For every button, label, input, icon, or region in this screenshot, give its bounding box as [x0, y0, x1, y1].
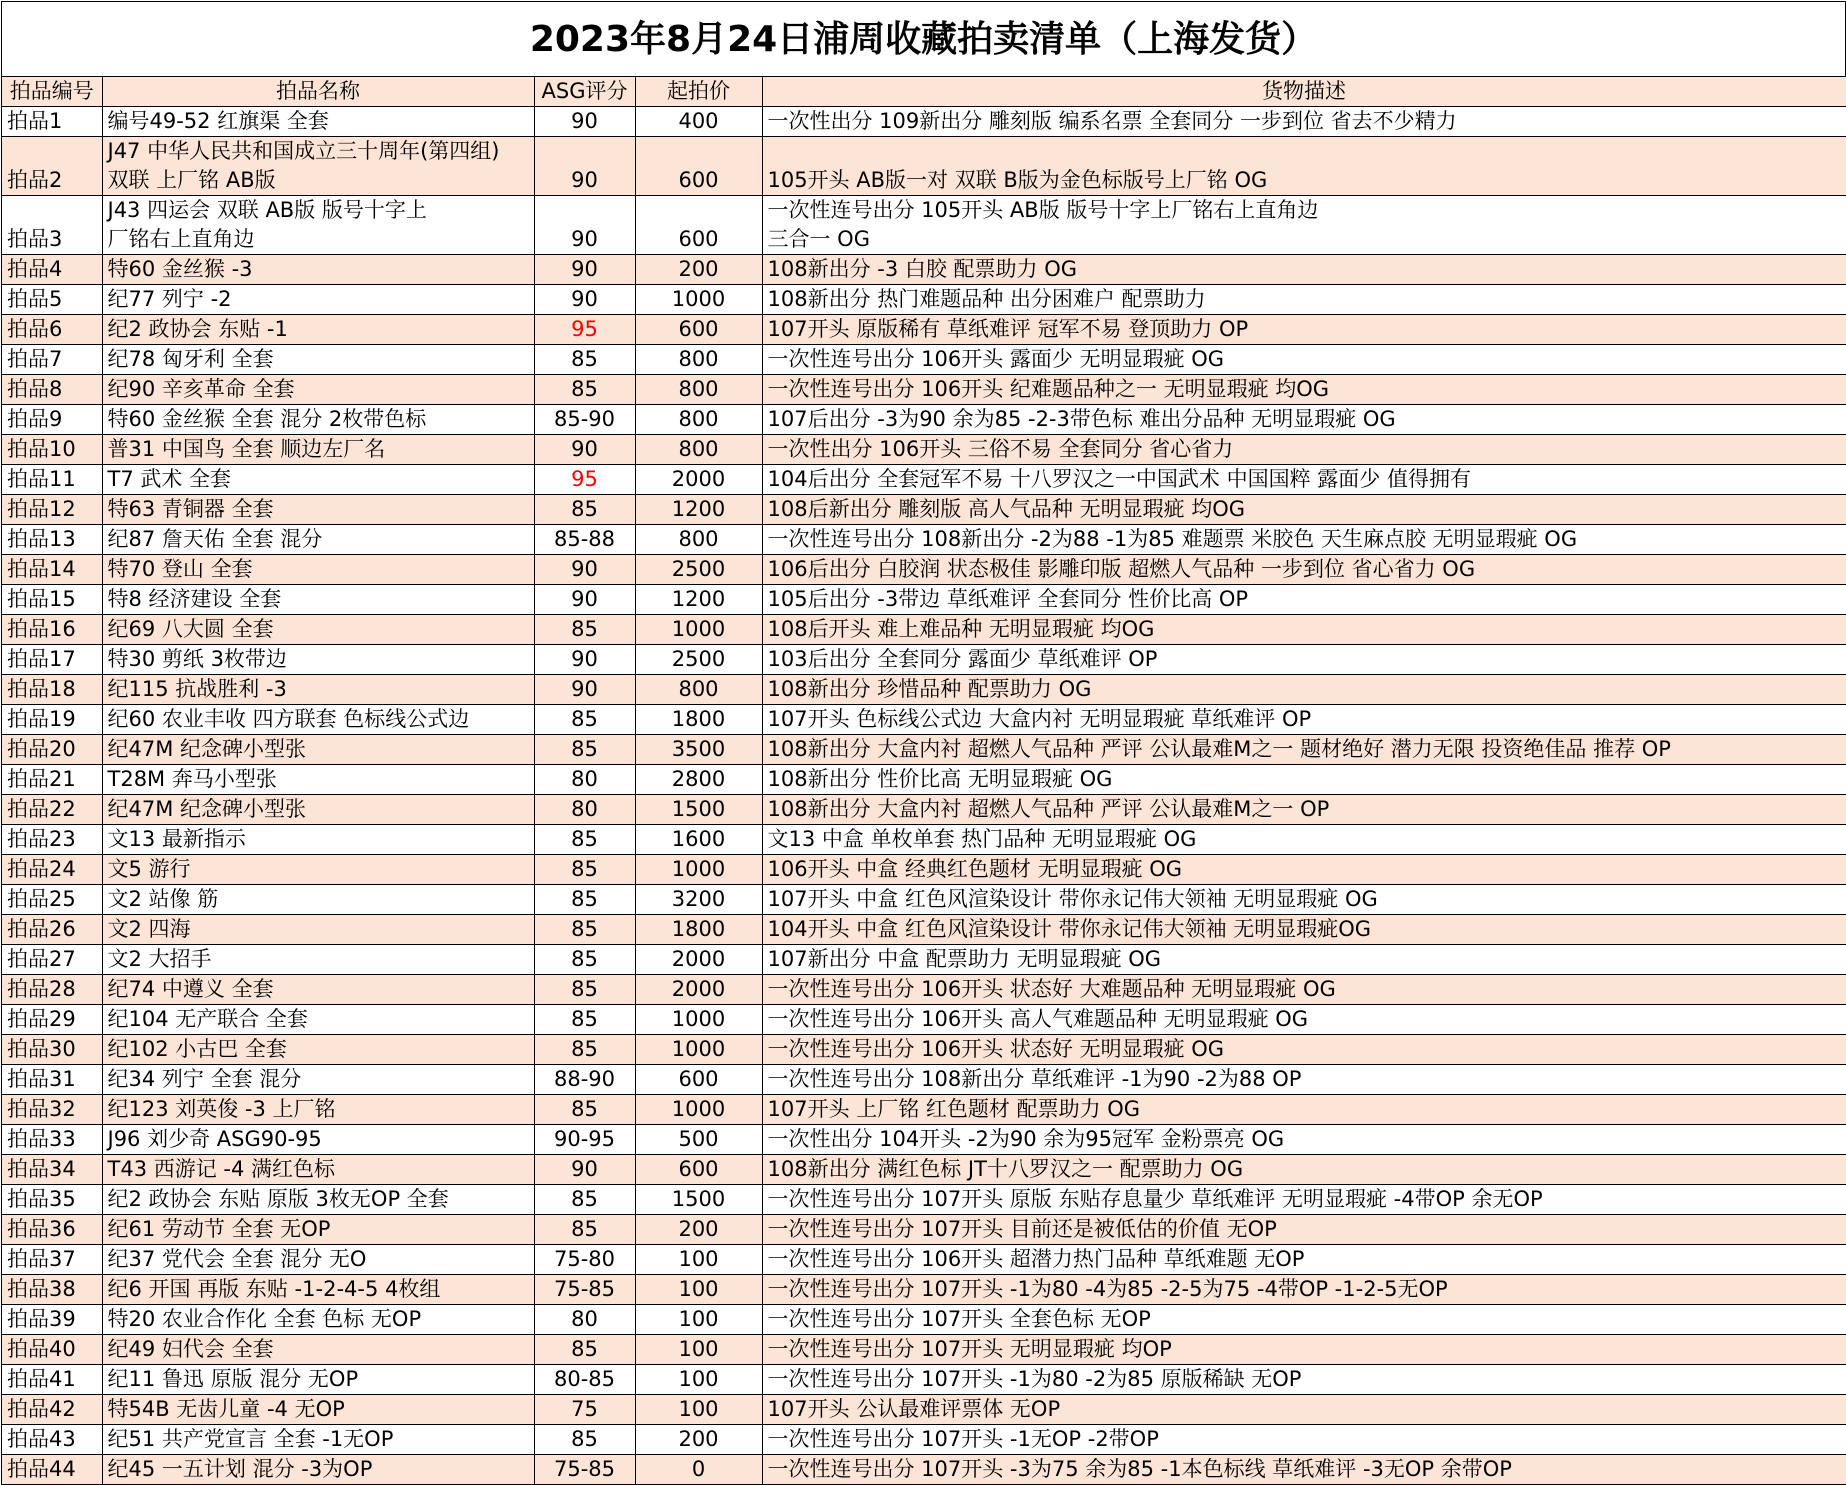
lot-id-cell: 拍品9: [2, 405, 102, 435]
table-row: [2, 1005, 1846, 1035]
description-cell: 一次性连号出分 106开头 高人气难题品种 无明显瑕疵 OG: [762, 1005, 1846, 1035]
table-row: [2, 765, 1846, 795]
lot-id-cell: 拍品28: [2, 975, 102, 1005]
header-cell-id: 拍品编号: [2, 77, 102, 107]
asg-score-cell: 90: [534, 585, 635, 615]
table-row: [2, 1065, 1846, 1095]
table-row: [2, 675, 1846, 705]
description-cell: 一次性出分 109新出分 雕刻版 编系名票 全套同分 一步到位 省去不少精力: [762, 107, 1846, 137]
start-price-cell: 100: [635, 1335, 762, 1365]
asg-score-cell: 85: [534, 825, 635, 855]
table-row: [2, 1425, 1846, 1455]
start-price-cell: 1800: [635, 705, 762, 735]
lot-name-cell: 文2 大招手: [102, 945, 534, 975]
lot-name-cell: T43 西游记 -4 满红色标: [102, 1155, 534, 1185]
lot-id-cell: 拍品22: [2, 795, 102, 825]
start-price-cell: 0: [635, 1455, 762, 1485]
lot-id-cell: 拍品43: [2, 1425, 102, 1455]
table-row: [2, 495, 1846, 525]
table-row: [2, 107, 1846, 137]
lot-id-cell: 拍品38: [2, 1275, 102, 1305]
table-row: [2, 1095, 1846, 1125]
asg-score-cell: 90: [534, 137, 635, 196]
lot-id-cell: 拍品2: [2, 137, 102, 196]
asg-score-cell: 85: [534, 975, 635, 1005]
table-row: [2, 1455, 1846, 1485]
asg-score-cell: 95: [534, 465, 635, 495]
lot-id-cell: 拍品7: [2, 345, 102, 375]
lot-id-cell: 拍品32: [2, 1095, 102, 1125]
lot-id-cell: 拍品24: [2, 855, 102, 885]
table-row: [2, 1185, 1846, 1215]
table-row: [2, 1395, 1846, 1425]
description-cell: 一次性出分 106开头 三俗不易 全套同分 省心省力: [762, 435, 1846, 465]
asg-score-cell: 85: [534, 885, 635, 915]
lot-id-cell: 拍品4: [2, 255, 102, 285]
lot-name-cell: T7 武术 全套: [102, 465, 534, 495]
asg-score-cell: 85: [534, 1095, 635, 1125]
table-row: [2, 435, 1846, 465]
lot-id-cell: 拍品11: [2, 465, 102, 495]
table-row: [2, 1365, 1846, 1395]
lot-name-cell: 纪78 匈牙利 全套: [102, 345, 534, 375]
lot-id-cell: 拍品6: [2, 315, 102, 345]
lot-name-cell: 纪104 无产联合 全套: [102, 1005, 534, 1035]
lot-name-cell: 特70 登山 全套: [102, 555, 534, 585]
lot-name-cell: 纪2 政协会 东贴 -1: [102, 315, 534, 345]
description-cell: 一次性连号出分 106开头 状态好 无明显瑕疵 OG: [762, 1035, 1846, 1065]
start-price-cell: 2000: [635, 465, 762, 495]
lot-id-cell: 拍品1: [2, 107, 102, 137]
table-row: [2, 1245, 1846, 1275]
description-cell: 105后出分 -3带边 草纸难评 全套同分 性价比高 OP: [762, 585, 1846, 615]
description-cell: 一次性连号出分 107开头 -1为80 -2为85 原版稀缺 无OP: [762, 1365, 1846, 1395]
lot-name-cell: 纪2 政协会 东贴 原版 3枚无OP 全套: [102, 1185, 534, 1215]
asg-score-cell: 90-95: [534, 1125, 635, 1155]
lot-id-cell: 拍品30: [2, 1035, 102, 1065]
table-row: [2, 885, 1846, 915]
start-price-cell: 800: [635, 675, 762, 705]
table-row: [2, 525, 1846, 555]
lot-name-cell: 纪11 鲁迅 原版 混分 无OP: [102, 1365, 534, 1395]
asg-score-cell: 85: [534, 495, 635, 525]
header-cell-price: 起拍价: [635, 77, 762, 107]
lot-name-cell: 纪90 辛亥革命 全套: [102, 375, 534, 405]
lot-name-cell: 纪47M 纪念碑小型张: [102, 735, 534, 765]
lot-id-cell: 拍品41: [2, 1365, 102, 1395]
asg-score-cell: 85: [534, 915, 635, 945]
lot-id-cell: 拍品31: [2, 1065, 102, 1095]
asg-score-cell: 85: [534, 1425, 635, 1455]
asg-score-cell: 88-90: [534, 1065, 635, 1095]
table-row: [2, 855, 1846, 885]
lot-name-cell: J47 中华人民共和国成立三十周年(第四组) 双联 上厂铭 AB版: [102, 137, 534, 196]
lot-id-cell: 拍品17: [2, 645, 102, 675]
lot-name-cell: 特54B 无齿儿童 -4 无OP: [102, 1395, 534, 1425]
table-row: [2, 465, 1846, 495]
table-row: [2, 945, 1846, 975]
lot-name-cell: 纪51 共产党宣言 全套 -1无OP: [102, 1425, 534, 1455]
lot-name-cell: 纪6 开国 再版 东贴 -1-2-4-5 4枚组: [102, 1275, 534, 1305]
lot-name-cell: 纪49 妇代会 全套: [102, 1335, 534, 1365]
start-price-cell: 600: [635, 137, 762, 196]
description-cell: 108新出分 性价比高 无明显瑕疵 OG: [762, 765, 1846, 795]
table-row: [2, 1035, 1846, 1065]
asg-score-cell: 85: [534, 705, 635, 735]
table-row: [2, 1125, 1846, 1155]
table-row: [2, 795, 1846, 825]
lot-name-cell: 特8 经济建设 全套: [102, 585, 534, 615]
start-price-cell: 200: [635, 1425, 762, 1455]
lot-id-cell: 拍品34: [2, 1155, 102, 1185]
table-row: [2, 315, 1846, 345]
start-price-cell: 2500: [635, 555, 762, 585]
table-row: [2, 375, 1846, 405]
description-cell: 一次性连号出分 107开头 全套色标 无OP: [762, 1305, 1846, 1335]
asg-score-cell: 85-90: [534, 405, 635, 435]
lot-id-cell: 拍品3: [2, 196, 102, 255]
asg-score-cell: 85: [534, 615, 635, 645]
lot-id-cell: 拍品8: [2, 375, 102, 405]
asg-score-cell: 80-85: [534, 1365, 635, 1395]
description-cell: 一次性连号出分 107开头 -1为80 -4为85 -2-5为75 -4带OP -1-2-5无OP: [762, 1275, 1846, 1305]
asg-score-cell: 80: [534, 795, 635, 825]
start-price-cell: 100: [635, 1365, 762, 1395]
description-cell: 107新出分 中盒 配票助力 无明显瑕疵 OG: [762, 945, 1846, 975]
description-cell: 108后新出分 雕刻版 高人气品种 无明显瑕疵 均OG: [762, 495, 1846, 525]
start-price-cell: 500: [635, 1125, 762, 1155]
lot-id-cell: 拍品23: [2, 825, 102, 855]
description-cell: 文13 中盒 单枚单套 热门品种 无明显瑕疵 OG: [762, 825, 1846, 855]
table-row: [2, 1305, 1846, 1335]
asg-score-cell: 85: [534, 735, 635, 765]
table-row: [2, 285, 1846, 315]
lot-name-cell: 纪45 一五计划 混分 -3为OP: [102, 1455, 534, 1485]
lot-name-cell: 文2 四海: [102, 915, 534, 945]
description-cell: 一次性连号出分 105开头 AB版 版号十字上厂铭右上直角边 三合一 OG: [762, 196, 1846, 255]
table-row: [2, 975, 1846, 1005]
start-price-cell: 2500: [635, 645, 762, 675]
description-cell: 103后出分 全套同分 露面少 草纸难评 OP: [762, 645, 1846, 675]
description-cell: 一次性连号出分 106开头 状态好 大难题品种 无明显瑕疵 OG: [762, 975, 1846, 1005]
description-cell: 108新出分 满红色标 JT十八罗汉之一 配票助力 OG: [762, 1155, 1846, 1185]
table-row: [2, 255, 1846, 285]
lot-id-cell: 拍品27: [2, 945, 102, 975]
asg-score-cell: 90: [534, 196, 635, 255]
start-price-cell: 1000: [635, 1005, 762, 1035]
lot-id-cell: 拍品35: [2, 1185, 102, 1215]
lot-id-cell: 拍品42: [2, 1395, 102, 1425]
start-price-cell: 1000: [635, 855, 762, 885]
description-cell: 一次性连号出分 108新出分 草纸难评 -1为90 -2为88 OP: [762, 1065, 1846, 1095]
lot-name-cell: 文5 游行: [102, 855, 534, 885]
description-cell: 104后出分 全套冠军不易 十八罗汉之一中国武术 中国国粹 露面少 值得拥有: [762, 465, 1846, 495]
lot-name-cell: 纪47M 纪念碑小型张: [102, 795, 534, 825]
asg-score-cell: 75-85: [534, 1275, 635, 1305]
lot-name-cell: 文2 站像 筋: [102, 885, 534, 915]
header-cell-name: 拍品名称: [102, 77, 534, 107]
header-cell-desc: 货物描述: [762, 77, 1846, 107]
start-price-cell: 100: [635, 1245, 762, 1275]
start-price-cell: 800: [635, 405, 762, 435]
description-cell: 一次性连号出分 107开头 原版 东贴存息量少 草纸难评 无明显瑕疵 -4带OP 余无OP: [762, 1185, 1846, 1215]
table-row: [2, 915, 1846, 945]
lot-id-cell: 拍品36: [2, 1215, 102, 1245]
lot-name-cell: 特60 金丝猴 -3: [102, 255, 534, 285]
start-price-cell: 3500: [635, 735, 762, 765]
lot-name-cell: 纪61 劳动节 全套 无OP: [102, 1215, 534, 1245]
description-cell: 107开头 公认最难评票体 无OP: [762, 1395, 1846, 1425]
start-price-cell: 2000: [635, 975, 762, 1005]
lot-id-cell: 拍品12: [2, 495, 102, 525]
table-row: [2, 1275, 1846, 1305]
description-cell: 105开头 AB版一对 双联 B版为金色标版号上厂铭 OG: [762, 137, 1846, 196]
lot-name-cell: 特60 金丝猴 全套 混分 2枚带色标: [102, 405, 534, 435]
description-cell: 一次性出分 104开头 -2为90 余为95冠军 金粉票亮 OG: [762, 1125, 1846, 1155]
asg-score-cell: 75-80: [534, 1245, 635, 1275]
table-row: [2, 345, 1846, 375]
start-price-cell: 200: [635, 1215, 762, 1245]
lot-name-cell: 纪74 中遵义 全套: [102, 975, 534, 1005]
description-cell: 108新出分 大盒内衬 超燃人气品种 严评 公认最难M之一 OP: [762, 795, 1846, 825]
lot-id-cell: 拍品21: [2, 765, 102, 795]
asg-score-cell: 75: [534, 1395, 635, 1425]
lot-name-cell: 特63 青铜器 全套: [102, 495, 534, 525]
lot-id-cell: 拍品5: [2, 285, 102, 315]
asg-score-cell: 90: [534, 255, 635, 285]
lot-id-cell: 拍品26: [2, 915, 102, 945]
description-cell: 107开头 原版稀有 草纸难评 冠军不易 登顶助力 OP: [762, 315, 1846, 345]
asg-score-cell: 90: [534, 285, 635, 315]
lot-name-cell: 普31 中国鸟 全套 顺边左厂名: [102, 435, 534, 465]
page-title: 2023年8月24日浦周收藏拍卖清单（上海发货）: [2, 2, 1846, 77]
table-row: [2, 825, 1846, 855]
lot-name-cell: 特20 农业合作化 全套 色标 无OP: [102, 1305, 534, 1335]
description-cell: 107后出分 -3为90 余为85 -2-3带色标 难出分品种 无明显瑕疵 OG: [762, 405, 1846, 435]
lot-id-cell: 拍品18: [2, 675, 102, 705]
lot-name-cell: 编号49-52 红旗渠 全套: [102, 107, 534, 137]
asg-score-cell: 85: [534, 1005, 635, 1035]
table-row: [2, 1155, 1846, 1185]
description-cell: 107开头 上厂铭 红色题材 配票助力 OG: [762, 1095, 1846, 1125]
start-price-cell: 2000: [635, 945, 762, 975]
description-cell: 108新出分 -3 白胶 配票助力 OG: [762, 255, 1846, 285]
description-cell: 108新出分 珍惜品种 配票助力 OG: [762, 675, 1846, 705]
start-price-cell: 1200: [635, 495, 762, 525]
asg-score-cell: 85: [534, 1185, 635, 1215]
description-cell: 一次性连号出分 106开头 露面少 无明显瑕疵 OG: [762, 345, 1846, 375]
table-row: [2, 645, 1846, 675]
lot-id-cell: 拍品33: [2, 1125, 102, 1155]
asg-score-cell: 90: [534, 675, 635, 705]
start-price-cell: 600: [635, 1155, 762, 1185]
table-row: [2, 705, 1846, 735]
table-row: [2, 555, 1846, 585]
lot-name-cell: 纪34 列宁 全套 混分: [102, 1065, 534, 1095]
description-cell: 一次性连号出分 106开头 纪难题品种之一 无明显瑕疵 均OG: [762, 375, 1846, 405]
lot-id-cell: 拍品44: [2, 1455, 102, 1485]
asg-score-cell: 90: [534, 645, 635, 675]
lot-id-cell: 拍品10: [2, 435, 102, 465]
asg-score-cell: 80: [534, 1305, 635, 1335]
start-price-cell: 200: [635, 255, 762, 285]
lot-id-cell: 拍品20: [2, 735, 102, 765]
description-cell: 106开头 中盒 经典红色题材 无明显瑕疵 OG: [762, 855, 1846, 885]
start-price-cell: 1500: [635, 1185, 762, 1215]
start-price-cell: 1000: [635, 1095, 762, 1125]
description-cell: 107开头 色标线公式边 大盒内衬 无明显瑕疵 草纸难评 OP: [762, 705, 1846, 735]
asg-score-cell: 90: [534, 555, 635, 585]
start-price-cell: 800: [635, 525, 762, 555]
lot-name-cell: J43 四运会 双联 AB版 版号十字上 厂铭右上直角边: [102, 196, 534, 255]
lot-name-cell: 纪115 抗战胜利 -3: [102, 675, 534, 705]
header-cell-score: ASG评分: [534, 77, 635, 107]
table-row: [2, 196, 1846, 255]
lot-name-cell: 纪37 党代会 全套 混分 无O: [102, 1245, 534, 1275]
lot-name-cell: 纪87 詹天佑 全套 混分: [102, 525, 534, 555]
lot-id-cell: 拍品37: [2, 1245, 102, 1275]
asg-score-cell: 85: [534, 375, 635, 405]
lot-name-cell: 纪60 农业丰收 四方联套 色标线公式边: [102, 705, 534, 735]
lot-name-cell: 纪123 刘英俊 -3 上厂铭: [102, 1095, 534, 1125]
table-row: [2, 735, 1846, 765]
asg-score-cell: 90: [534, 435, 635, 465]
lot-name-cell: 纪102 小古巴 全套: [102, 1035, 534, 1065]
description-cell: 一次性连号出分 107开头 -3为75 余为85 -1本色标线 草纸难评 -3无OP 余带OP: [762, 1455, 1846, 1485]
start-price-cell: 1000: [635, 615, 762, 645]
start-price-cell: 1600: [635, 825, 762, 855]
description-cell: 107开头 中盒 红色风渲染设计 带你永记伟大领袖 无明显瑕疵 OG: [762, 885, 1846, 915]
lot-id-cell: 拍品39: [2, 1305, 102, 1335]
start-price-cell: 600: [635, 196, 762, 255]
start-price-cell: 1000: [635, 1035, 762, 1065]
start-price-cell: 1800: [635, 915, 762, 945]
asg-score-cell: 85: [534, 945, 635, 975]
table-row: [2, 585, 1846, 615]
description-cell: 106后出分 白胶润 状态极佳 影雕印版 超燃人气品种 一步到位 省心省力 OG: [762, 555, 1846, 585]
table-row: [2, 405, 1846, 435]
auction-table: [2, 77, 1846, 1485]
start-price-cell: 100: [635, 1275, 762, 1305]
asg-score-cell: 90: [534, 1155, 635, 1185]
lot-name-cell: 纪77 列宁 -2: [102, 285, 534, 315]
start-price-cell: 1000: [635, 285, 762, 315]
lot-id-cell: 拍品13: [2, 525, 102, 555]
asg-score-cell: 85: [534, 1335, 635, 1365]
asg-score-cell: 75-85: [534, 1455, 635, 1485]
start-price-cell: 1200: [635, 585, 762, 615]
table-row: [2, 1215, 1846, 1245]
start-price-cell: 1500: [635, 795, 762, 825]
description-cell: 108后开头 难上难品种 无明显瑕疵 均OG: [762, 615, 1846, 645]
lot-id-cell: 拍品14: [2, 555, 102, 585]
asg-score-cell: 85: [534, 345, 635, 375]
start-price-cell: 2800: [635, 765, 762, 795]
lot-id-cell: 拍品15: [2, 585, 102, 615]
lot-id-cell: 拍品19: [2, 705, 102, 735]
start-price-cell: 600: [635, 1065, 762, 1095]
start-price-cell: 100: [635, 1305, 762, 1335]
asg-score-cell: 95: [534, 315, 635, 345]
header-row: [2, 77, 1846, 107]
lot-id-cell: 拍品16: [2, 615, 102, 645]
table-row: [2, 137, 1846, 196]
description-cell: 一次性连号出分 107开头 无明显瑕疵 均OP: [762, 1335, 1846, 1365]
lot-name-cell: 纪69 八大圆 全套: [102, 615, 534, 645]
start-price-cell: 400: [635, 107, 762, 137]
asg-score-cell: 85: [534, 855, 635, 885]
start-price-cell: 3200: [635, 885, 762, 915]
asg-score-cell: 85: [534, 1035, 635, 1065]
start-price-cell: 800: [635, 345, 762, 375]
description-cell: 108新出分 大盒内衬 超燃人气品种 严评 公认最难M之一 题材绝好 潜力无限 投资绝佳品 推荐 OP: [762, 735, 1846, 765]
asg-score-cell: 80: [534, 765, 635, 795]
description-cell: 一次性连号出分 107开头 目前还是被低估的价值 无OP: [762, 1215, 1846, 1245]
table-row: [2, 1335, 1846, 1365]
table-row: [2, 615, 1846, 645]
start-price-cell: 800: [635, 375, 762, 405]
asg-score-cell: 90: [534, 107, 635, 137]
asg-score-cell: 85: [534, 1215, 635, 1245]
lot-name-cell: J96 刘少奇 ASG90-95: [102, 1125, 534, 1155]
auction-sheet: [1, 1, 1846, 1485]
description-cell: 108新出分 热门难题品种 出分困难户 配票助力: [762, 285, 1846, 315]
lot-name-cell: 文13 最新指示: [102, 825, 534, 855]
description-cell: 一次性连号出分 106开头 超潜力热门品种 草纸难题 无OP: [762, 1245, 1846, 1275]
lot-id-cell: 拍品29: [2, 1005, 102, 1035]
description-cell: 一次性连号出分 107开头 -1无OP -2带OP: [762, 1425, 1846, 1455]
lot-name-cell: 特30 剪纸 3枚带边: [102, 645, 534, 675]
start-price-cell: 100: [635, 1395, 762, 1425]
lot-id-cell: 拍品40: [2, 1335, 102, 1365]
start-price-cell: 800: [635, 435, 762, 465]
asg-score-cell: 85-88: [534, 525, 635, 555]
lot-id-cell: 拍品25: [2, 885, 102, 915]
start-price-cell: 600: [635, 315, 762, 345]
description-cell: 104开头 中盒 红色风渲染设计 带你永记伟大领袖 无明显瑕疵OG: [762, 915, 1846, 945]
lot-name-cell: T28M 奔马小型张: [102, 765, 534, 795]
description-cell: 一次性连号出分 108新出分 -2为88 -1为85 难题票 米胶色 天生麻点胶 无明显瑕疵 OG: [762, 525, 1846, 555]
